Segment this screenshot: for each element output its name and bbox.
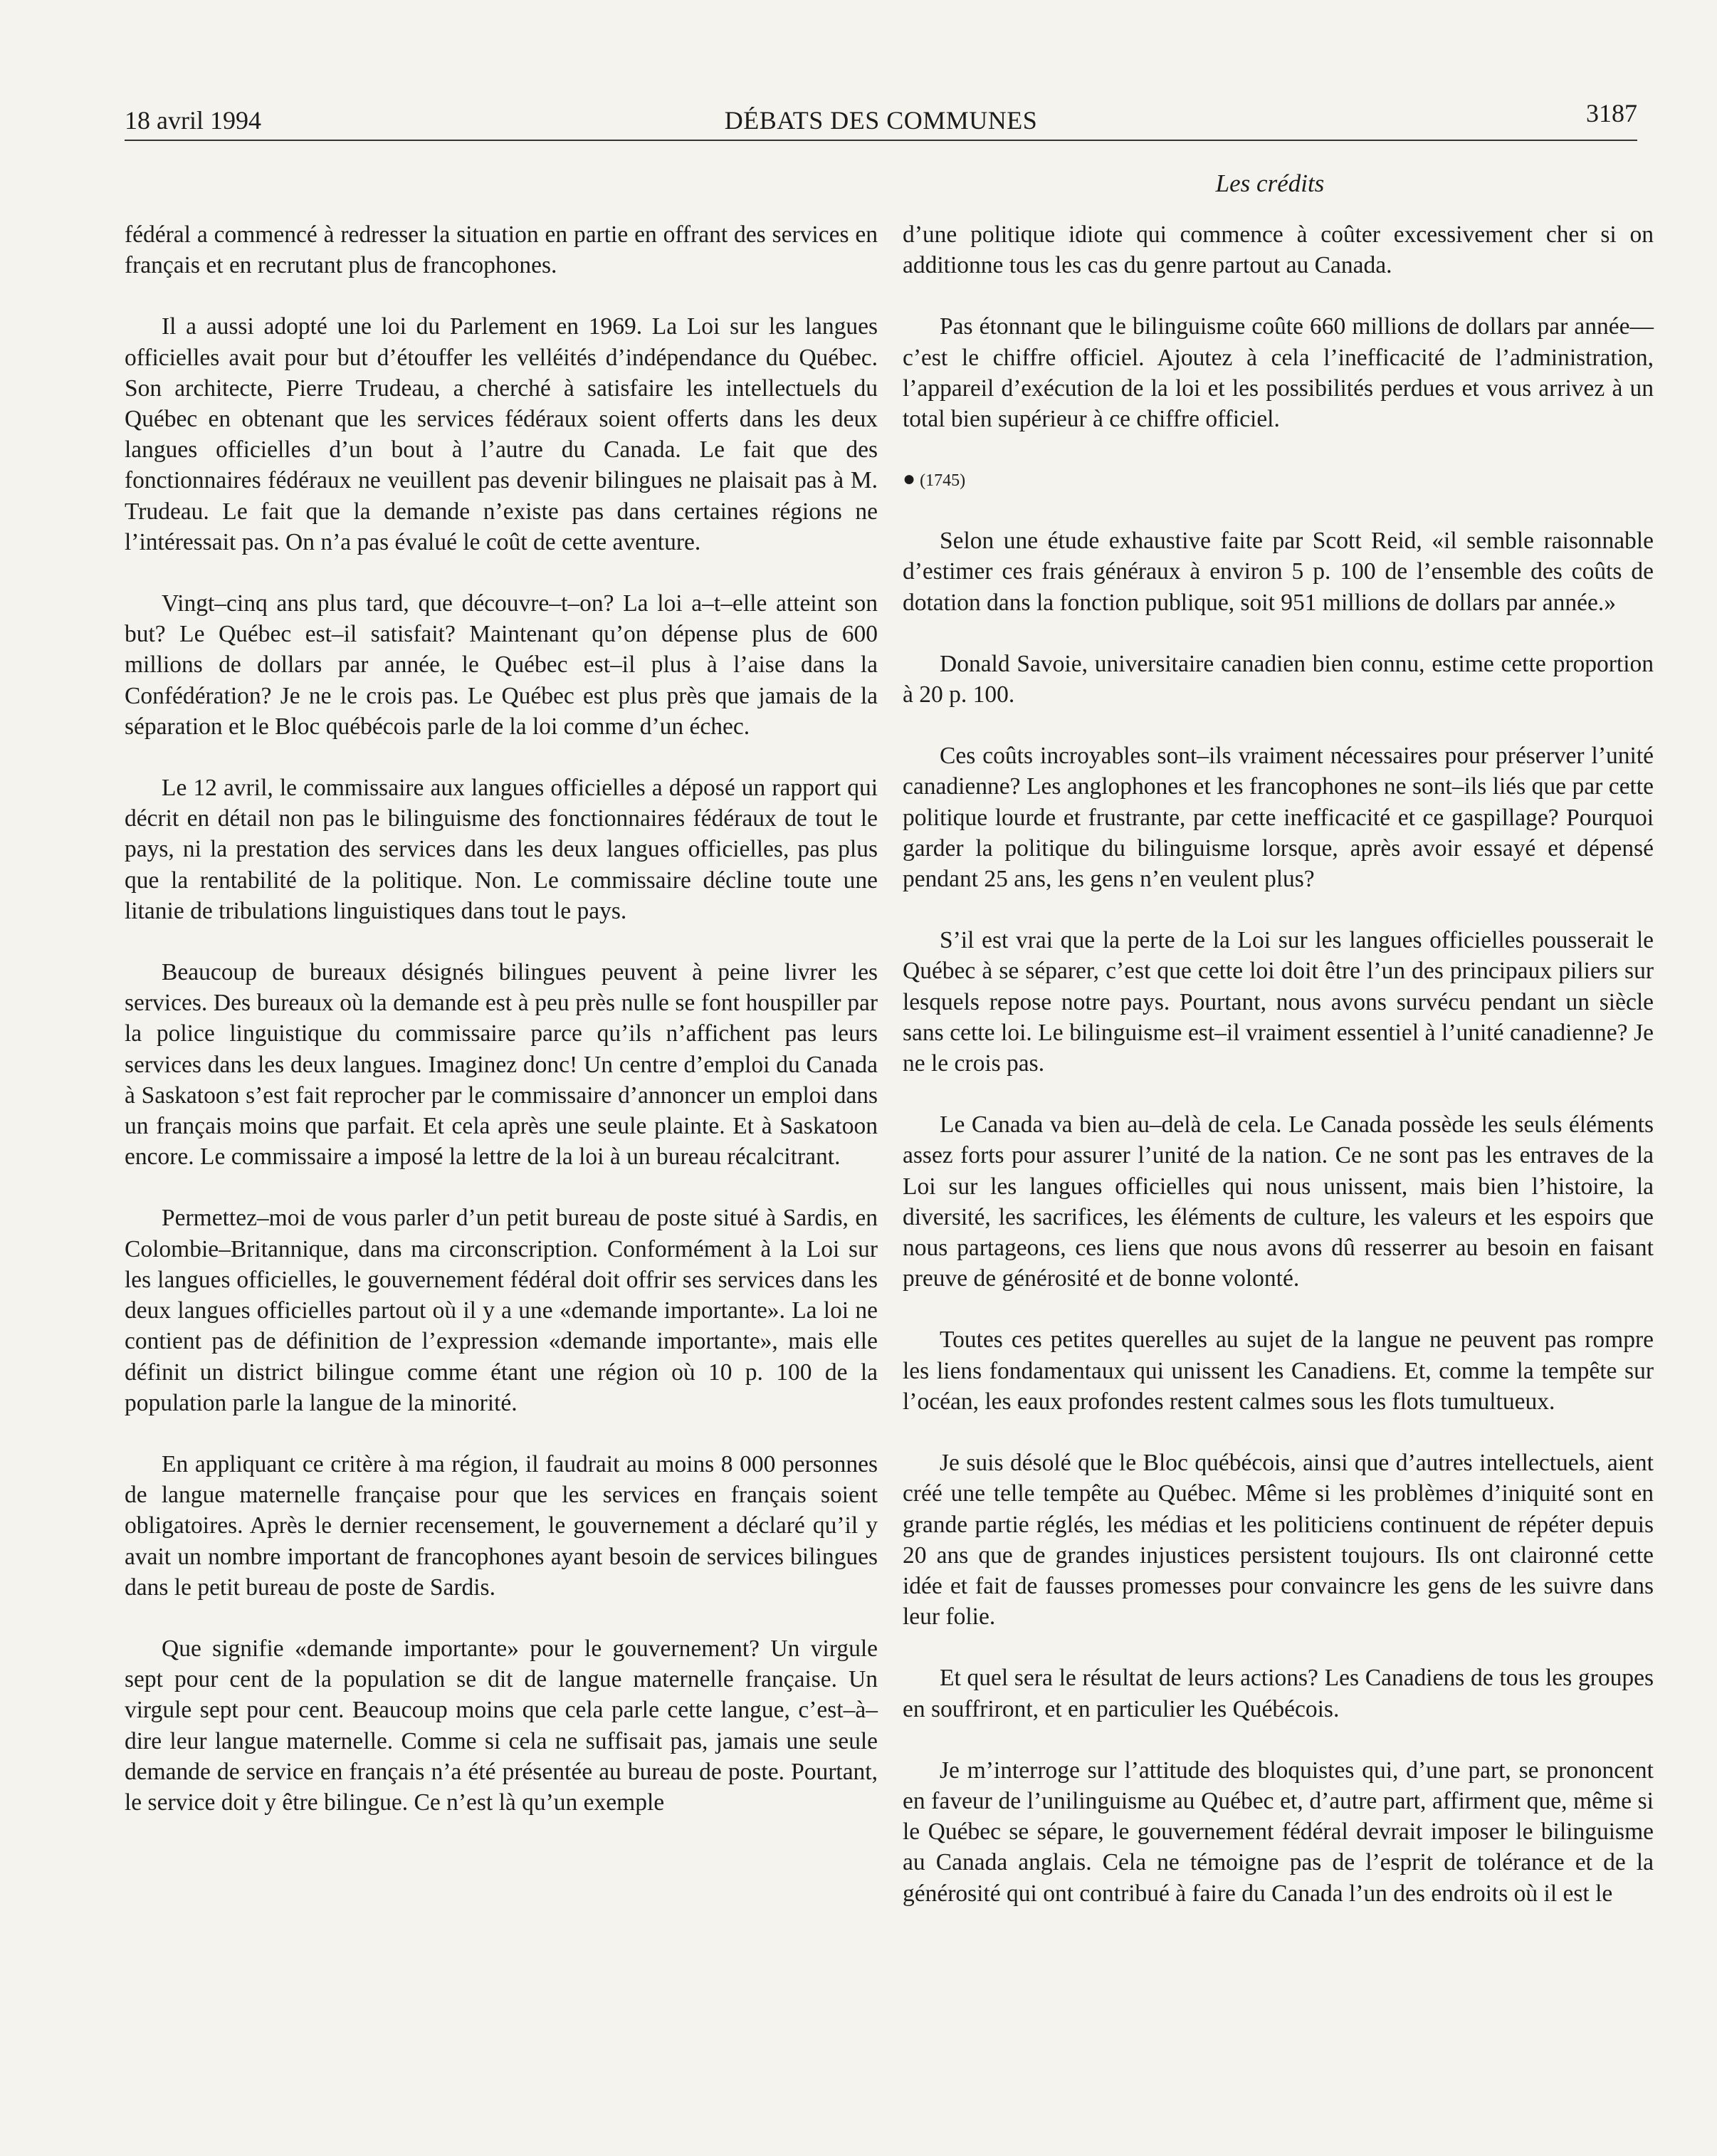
paragraph: Je suis désolé que le Bloc québécois, ainsi que d’autres intellectuels, aient créé une telle tempête au Québec. Même si les problèmes d’iniquité sont en grande partie réglés, les médias et les politiciens continuent de répéter depuis 20 ans que de grandes injustices persistent toujours. Ils ont claironné cette idée et fait de fausses promesses pour convaincre les gens de les suivre dans leur folie. (903, 1450, 1654, 1631)
bullet-icon: ● (903, 467, 916, 491)
paragraph: Selon une étude exhaustive faite par Scott Reid, «il semble raisonnable d’estimer ces frais généraux à environ 5 p. 100 de l’ensemble des coûts de dotation dans la fonction publique, soit 951 millions de dollars par année.» (903, 528, 1654, 616)
paragraph: Toutes ces petites querelles au sujet de la langue ne peuvent pas rompre les liens fondamentaux qui unissent les Canadiens. Et, comme la tempête sur l’océan, les eaux profondes restent calmes sous les flots tumultueux. (903, 1326, 1654, 1415)
paragraph: Permettez–moi de vous parler d’un petit bureau de poste situé à Sardis, en Colombie–Britannique, dans ma circonscription. Conformément à la Loi sur les langues officielles, le gouvernement fédéral doit offrir ses services dans les deux langues officielles partout où il y a une «demande importante». La loi ne contient pas de définition de l’expression «demande importante», mais elle définit un district bilingue comme étant une région où 10 p. 100 de la population parle la langue de la minorité. (125, 1205, 878, 1416)
time-marker (903, 465, 1654, 495)
right-column (903, 219, 1654, 1940)
paragraph: Donald Savoie, universitaire canadien bien connu, estime cette proportion à 20 p. 100. (903, 650, 1654, 708)
left-column (125, 219, 878, 1848)
paragraph: Que signifie «demande importante» pour le gouvernement? Un virgule sept pour cent de la population se dit de langue maternelle française. Un virgule sept pour cent. Beaucoup moins que cela parle cette langue, c’est–à–dire leur langue maternelle. Comme si cela ne suffisait pas, jamais une seule demande de service en français n’a été présentée au bureau de poste. Pourtant, le service doit y être bilingue. Ce n’est là qu’un exemple (125, 1635, 878, 1816)
paragraph: fédéral a commencé à redresser la situation en partie en offrant des services en français et en recrutant plus de francophones. (125, 221, 878, 279)
paragraph: d’une politique idiote qui commence à coûter excessivement cher si on additionne tous les cas du genre partout au Canada. (903, 221, 1654, 279)
section-title: Les crédits (1215, 169, 1325, 197)
header-date: 18 avril 1994 (125, 106, 261, 135)
publication-title: DÉBATS DES COMMUNES (724, 106, 1038, 135)
paragraph: Le 12 avril, le commissaire aux langues officielles a déposé un rapport qui décrit en détail non pas le bilinguisme des fonctionnaires fédéraux de tout le pays, ni la prestation des services dans les deux langues officielles, pas plus que la rentabilité de la politique. Non. Le commissaire décline toute une litanie de tribulations linguistiques dans tout le pays. (125, 775, 878, 924)
paragraph: S’il est vrai que la perte de la Loi sur les langues officielles pousserait le Québec à se séparer, c’est que cette loi doit être l’un des principaux piliers sur lesquels repose notre pays. Pourtant, nous avons survécu pendant un siècle sans cette loi. Le bilinguisme est–il vraiment essentiel à l’unité canadienne? Je ne le crois pas. (903, 927, 1654, 1077)
paragraph: Beaucoup de bureaux désignés bilingues peuvent à peine livrer les services. Des bureaux où la demande est à peu près nulle se font houspiller par la police linguistique du commissaire parce qu’ils n’affichent pas leurs services dans les deux langues. Imaginez donc! Un centre d’emploi du Canada à Saskatoon s’est fait reprocher par le commissaire d’annoncer un emploi dans un français moins que parfait. Et cela après une seule plainte. Et à Saskatoon encore. Le commissaire a imposé la lettre de la loi à un bureau récalcitrant. (125, 959, 878, 1171)
paragraph: Vingt–cinq ans plus tard, que découvre–t–on? La loi a–t–elle atteint son but? Le Québec est–il satisfait? Maintenant qu’on dépense plus de 600 millions de dollars par année, le Québec est–il plus à l’aise dans la Confédération? Je ne le crois pas. Le Québec est plus près que jamais de la séparation et le Bloc québécois parle de la loi comme d’un échec. (125, 590, 878, 740)
paragraph: Ces coûts incroyables sont–ils vraiment nécessaires pour préserver l’unité canadienne? Les anglophones et les francophones ne sont–ils liés que par cette politique lourde et frustrante, par cette inefficacité et ce gaspillage? Pourquoi garder la politique du bilinguisme lorsque, après avoir essayé et dépensé pendant 25 ans, les gens n’en veulent plus? (903, 743, 1654, 893)
page-header (125, 98, 1637, 141)
paragraph: Et quel sera le résultat de leurs actions? Les Canadiens de tous les groupes en souffriront, et en particulier les Québécois. (903, 1665, 1654, 1722)
page-number: 3187 (1586, 99, 1637, 127)
paragraph: Pas étonnant que le bilinguisme coûte 660 millions de dollars par année—c’est le chiffre officiel. Ajoutez à cela l’inefficacité de l’administration, l’appareil d’exécution de la loi et les possibilités perdues et vous arrivez à un total bien supérieur à ce chiffre officiel. (903, 313, 1654, 433)
paragraph: Le Canada va bien au–delà de cela. Le Canada possède les seuls éléments assez forts pour assurer l’unité de la nation. Ce ne sont pas les entraves de la Loi sur les langues officielles qui nous unissent, mais bien l’histoire, la diversité, les sacrifices, les éléments de culture, les valeurs et les espoirs que nous partageons, ces liens que nous avons dû resserrer au besoin en faisant preuve de générosité et de bonne volonté. (903, 1111, 1654, 1292)
paragraph: Il a aussi adopté une loi du Parlement en 1969. La Loi sur les langues officielles avait pour but d’étouffer les velléités d’indépendance du Québec. Son architecte, Pierre Trudeau, a cherché à satisfaire les intellectuels du Québec en obtenant que les services fédéraux soient offerts dans les deux langues officielles d’un bout à l’autre du Canada. Le fait que des fonctionnaires fédéraux ne veuillent pas devenir bilingues ne plaisait pas à M. Trudeau. Le fait que la demande n’existe pas dans certaines régions ne l’intéressait pas. On n’a pas évalué le coût de cette aventure. (125, 313, 878, 555)
paragraph: Je m’interroge sur l’attitude des bloquistes qui, d’une part, se prononcent en faveur de l’unilinguisme au Québec et, d’autre part, affirment que, même si le Québec se sépare, le gouvernement fédéral devrait imposer le bilinguisme au Canada anglais. Cela ne témoigne pas de l’esprit de tolérance et de la générosité qui ont contribué à faire du Canada l’un des endroits où il est le (903, 1757, 1654, 1907)
paragraph: En appliquant ce critère à ma région, il faudrait au moins 8 000 personnes de langue maternelle française pour que les services en français soient obligatoires. Après le dernier recensement, le gouvernement a déclaré qu’il y avait un nombre important de francophones ayant besoin de services bilingues dans le petit bureau de poste de Sardis. (125, 1450, 878, 1601)
time-marker-text: (1745) (920, 471, 966, 491)
